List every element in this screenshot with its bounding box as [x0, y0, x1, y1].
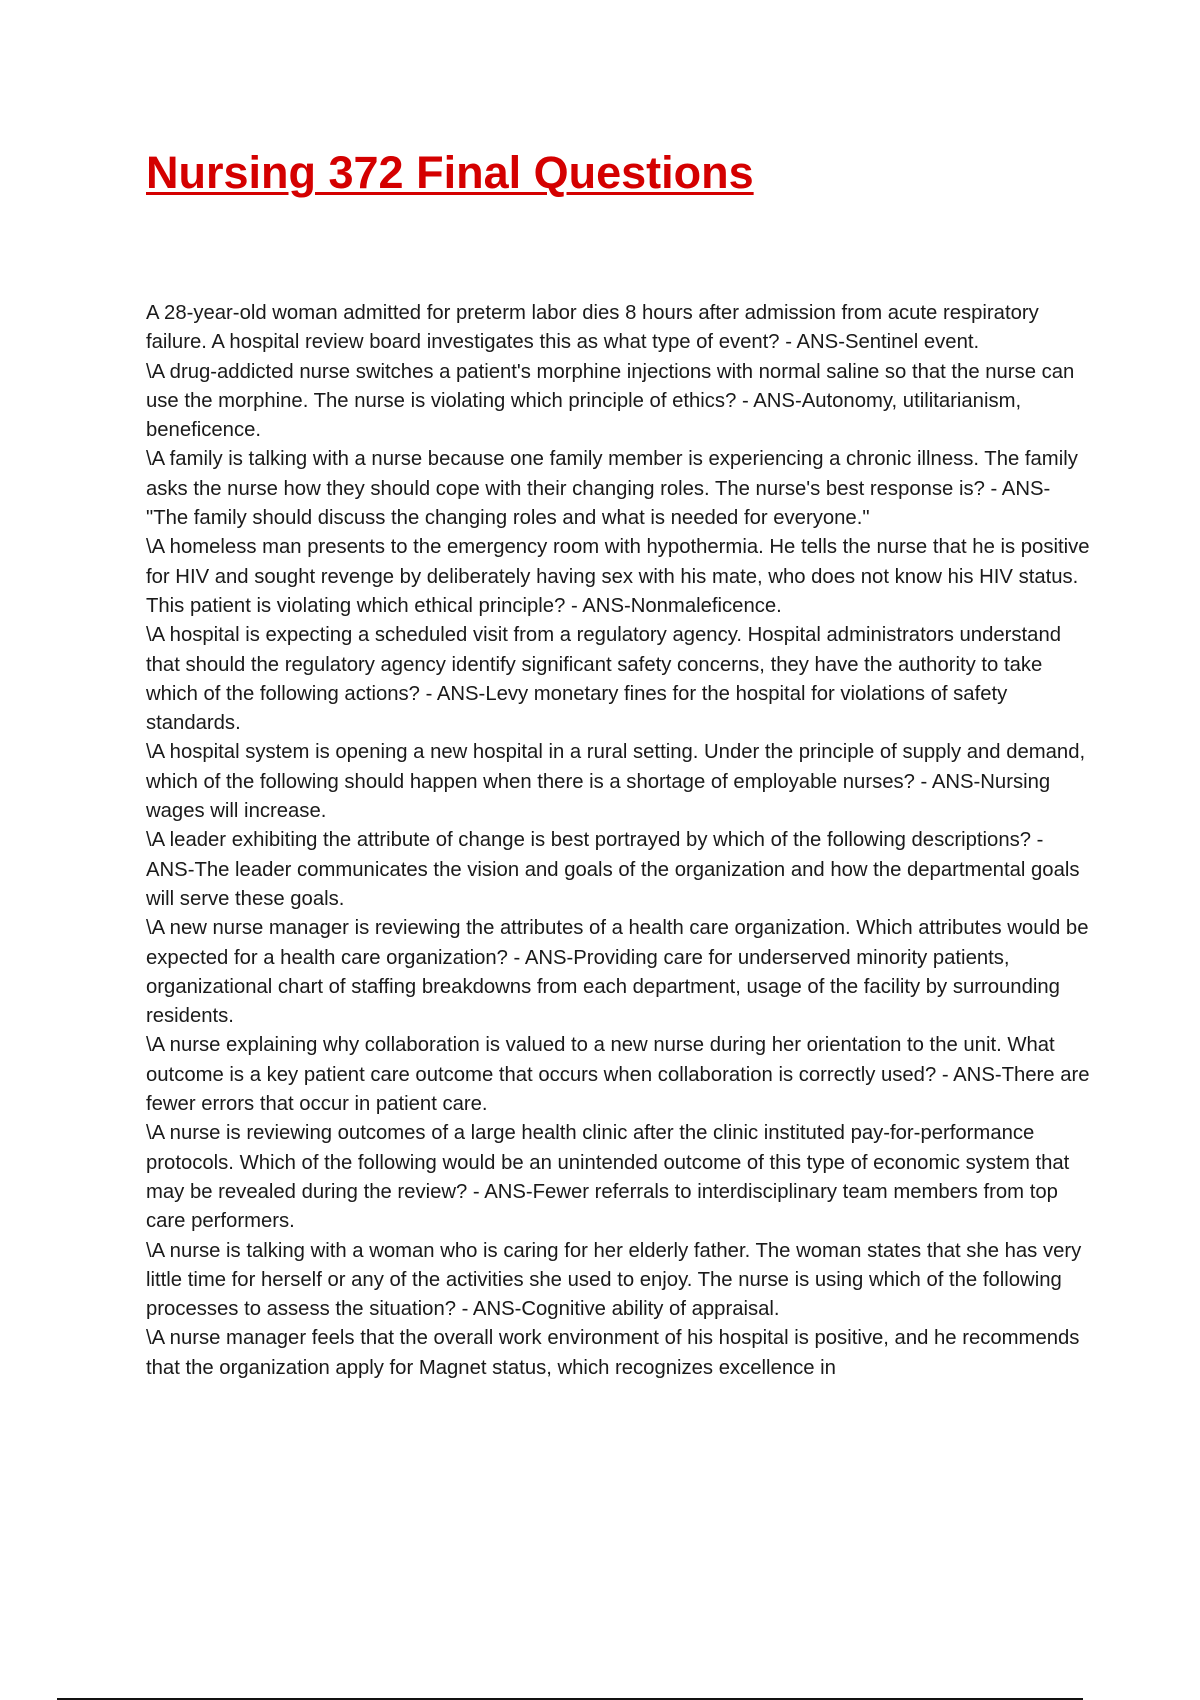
question-entry: A 28-year-old woman admitted for preterm labor dies 8 hours after admission from acute respiratory failure. A hospital review board investigates this as what type of event? - ANS-Sentinel event. [146, 302, 1039, 354]
question-entry: \A family is talking with a nurse because one family member is experiencing a chronic illness. The family asks the nurse how they should cope with their changing roles. The nurse's best response is? - ANS-"The family should discuss the changing roles and what is needed for everyone." [146, 448, 1078, 530]
question-entry: \A leader exhibiting the attribute of change is best portrayed by which of the following descriptions? - ANS-The leader communicates the vision and goals of the organization and how the departmental goals will serve these goals. [146, 829, 1080, 910]
question-entry: \A nurse is reviewing outcomes of a large health clinic after the clinic instituted pay-for-performance protocols. Which of the following would be an unintended outcome of this type of economic system that may be revealed during the review? - ANS-Fewer referrals to interdisciplinary team members from top care performers. [146, 1122, 1070, 1233]
question-entry: \A nurse manager feels that the overall work environment of his hospital is positive, and he recommends that the organization apply for Magnet status, which recognizes excellence in [146, 1327, 1080, 1379]
question-list [146, 299, 1090, 1383]
question-entry: \A homeless man presents to the emergency room with hypothermia. He tells the nurse that he is positive for HIV and sought revenge by deliberately having sex with his mate, who does not know his HIV status. This patient is violating which ethical principle? - ANS-Nonmaleficence. [146, 536, 1090, 617]
question-entry: \A hospital is expecting a scheduled visit from a regulatory agency. Hospital administrators understand that should the regulatory agency identify significant safety concerns, they have the authority to take which of the following actions? - ANS-Levy monetary fines for the hospital for violations of safety standards. [146, 624, 1062, 735]
question-entry: \A new nurse manager is reviewing the attributes of a health care organization. Which attributes would be expected for a health care organization? - ANS-Providing care for underserved minority patients, organizational chart of staffing breakdowns from each department, usage of the facility by surrounding residents. [146, 917, 1089, 1028]
question-entry: \A nurse explaining why collaboration is valued to a new nurse during her orientation to the unit. What outcome is a key patient care outcome that occurs when collaboration is correctly used? - ANS-There are fewer errors that occur in patient care. [146, 1034, 1090, 1116]
question-entry: \A drug-addicted nurse switches a patient's morphine injections with normal saline so that the nurse can use the morphine. The nurse is violating which principle of ethics? - ANS-Autonomy, utilitarianism, beneficence. [146, 360, 1075, 442]
page-title: Nursing 372 Final Questions [146, 147, 754, 198]
question-entry: \A nurse is talking with a woman who is caring for her elderly father. The woman states that she has very little time for herself or any of the activities she used to enjoy. The nurse is using which of the following processes to assess the situation? - ANS-Cognitive ability of appraisal. [146, 1239, 1082, 1321]
question-entry: \A hospital system is opening a new hospital in a rural setting. Under the principle of supply and demand, which of the following should happen when there is a shortage of employable nurses? - ANS-Nursing wages will increase. [146, 741, 1086, 823]
